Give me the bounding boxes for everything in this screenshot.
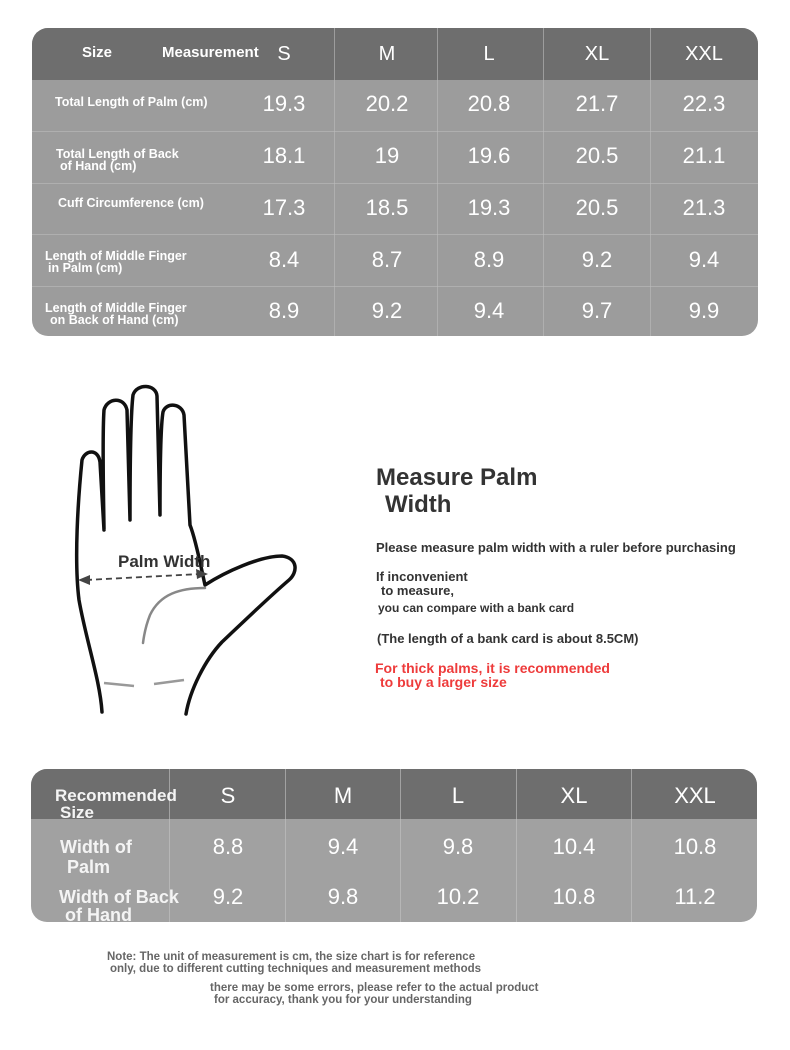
size-s-header: S <box>220 783 236 808</box>
table-cell: 10.2 <box>436 884 480 909</box>
table-cell: 20.5 <box>575 143 619 168</box>
row-label: Length of Middle Finger <box>45 249 187 263</box>
table-cell: 17.3 <box>262 195 306 220</box>
measurement-header-label: Measurement <box>162 44 259 61</box>
hand-outline-icon <box>77 386 295 714</box>
table-cell: 18.5 <box>365 195 409 220</box>
row-label: in Palm (cm) <box>48 261 123 275</box>
column-divider <box>334 28 335 336</box>
row-label: Total Length of Back <box>56 147 179 161</box>
row-divider <box>32 234 758 235</box>
recommended-header-label: Size <box>60 803 95 822</box>
size-s-header: S <box>277 43 291 65</box>
table-cell: 21.3 <box>682 195 726 220</box>
table-cell: 8.4 <box>268 247 300 272</box>
measure-arrow-icon <box>86 574 200 580</box>
row-label: on Back of Hand (cm) <box>50 313 179 327</box>
note-text: Note: The unit of measurement is cm, the size chart is for reference <box>107 951 476 963</box>
table-cell: 8.9 <box>473 247 505 272</box>
warning-text: to buy a larger size <box>380 674 507 690</box>
table-cell: 19.3 <box>262 91 306 116</box>
table-cell: 10.4 <box>552 834 596 859</box>
size-header-label: Size <box>82 44 113 61</box>
column-divider <box>631 769 632 922</box>
row-label: Width of Back <box>59 887 179 907</box>
size-table <box>32 28 758 336</box>
note-text: there may be some errors, please refer to the actual product <box>210 982 539 994</box>
size-xl-header: XL <box>560 783 588 808</box>
table-cell: 9.2 <box>212 884 244 909</box>
alt-text: you can compare with a bank card <box>378 601 575 615</box>
table-cell: 9.7 <box>581 298 613 323</box>
table-cell: 18.1 <box>262 143 306 168</box>
size-xxl-header: XXL <box>685 43 723 65</box>
table-cell: 20.2 <box>365 91 409 116</box>
table-cell: 9.9 <box>688 298 720 323</box>
size-xxl-header: XXL <box>674 783 716 808</box>
instruction-text: Please measure palm width with a ruler before purchasing <box>376 540 736 555</box>
recommended-size-table <box>31 769 757 922</box>
table-cell: 9.2 <box>581 247 613 272</box>
bank-card-note: (The length of a bank card is about 8.5CM) <box>377 631 639 646</box>
table-cell: 22.3 <box>682 91 726 116</box>
table-cell: 9.4 <box>688 247 720 272</box>
table-cell: 21.1 <box>682 143 726 168</box>
size-m-header: M <box>333 783 353 808</box>
row-label: Palm <box>67 857 111 877</box>
alt-text: If inconvenient <box>376 569 468 584</box>
warning-text: For thick palms, it is recommended <box>375 660 610 676</box>
wrist-line-icon <box>154 680 184 684</box>
table-cell: 8.7 <box>371 247 403 272</box>
table-cell: 9.2 <box>371 298 403 323</box>
row-label: Length of Middle Finger <box>45 301 187 315</box>
table-cell: 9.8 <box>327 884 359 909</box>
table-cell: 21.7 <box>575 91 619 116</box>
table-cell: 8.9 <box>268 298 300 323</box>
table-cell: 9.4 <box>327 834 359 859</box>
wrist-line-icon <box>104 683 134 686</box>
alt-text: to measure, <box>381 583 454 598</box>
table-cell: 20.8 <box>467 91 511 116</box>
table-cell: 9.4 <box>473 298 505 323</box>
measure-title-line: Width <box>385 491 452 518</box>
measure-title <box>376 464 537 518</box>
row-label: Width of <box>60 837 132 857</box>
row-label: of Hand <box>65 905 132 922</box>
size-l-header: L <box>451 783 465 808</box>
table-cell: 9.8 <box>442 834 474 859</box>
table-cell: 10.8 <box>552 884 596 909</box>
column-divider <box>543 28 544 336</box>
table-cell: 11.2 <box>674 884 716 909</box>
palm-crease-icon <box>143 588 205 643</box>
table-cell: 8.8 <box>212 834 244 859</box>
row-label: of Hand (cm) <box>60 159 137 173</box>
row-divider <box>32 286 758 287</box>
row-divider <box>32 183 758 184</box>
recommended-header-label: Recommended <box>55 786 177 805</box>
row-divider <box>32 131 758 132</box>
note-text: for accuracy, thank you for your understanding <box>214 994 472 1006</box>
table-cell: 10.8 <box>673 834 717 859</box>
row-label: Total Length of Palm (cm) <box>55 95 208 109</box>
palm-width-diagram <box>60 380 320 725</box>
size-l-header: L <box>483 43 495 65</box>
table-cell: 19.6 <box>467 143 511 168</box>
palm-width-label: Palm Width <box>118 552 211 571</box>
note-text: only, due to different cutting techniques and measurement methods <box>110 963 482 975</box>
column-divider <box>437 28 438 336</box>
row-label: Cuff Circumference (cm) <box>58 196 204 210</box>
table-cell: 19.3 <box>467 195 511 220</box>
measure-title-line: Measure Palm <box>376 464 538 491</box>
arrow-left-icon <box>78 575 90 585</box>
table-cell: 20.5 <box>575 195 619 220</box>
table-cell: 19 <box>374 143 400 168</box>
size-xl-header: XL <box>584 43 610 65</box>
column-divider <box>650 28 651 336</box>
size-m-header: M <box>378 43 396 65</box>
